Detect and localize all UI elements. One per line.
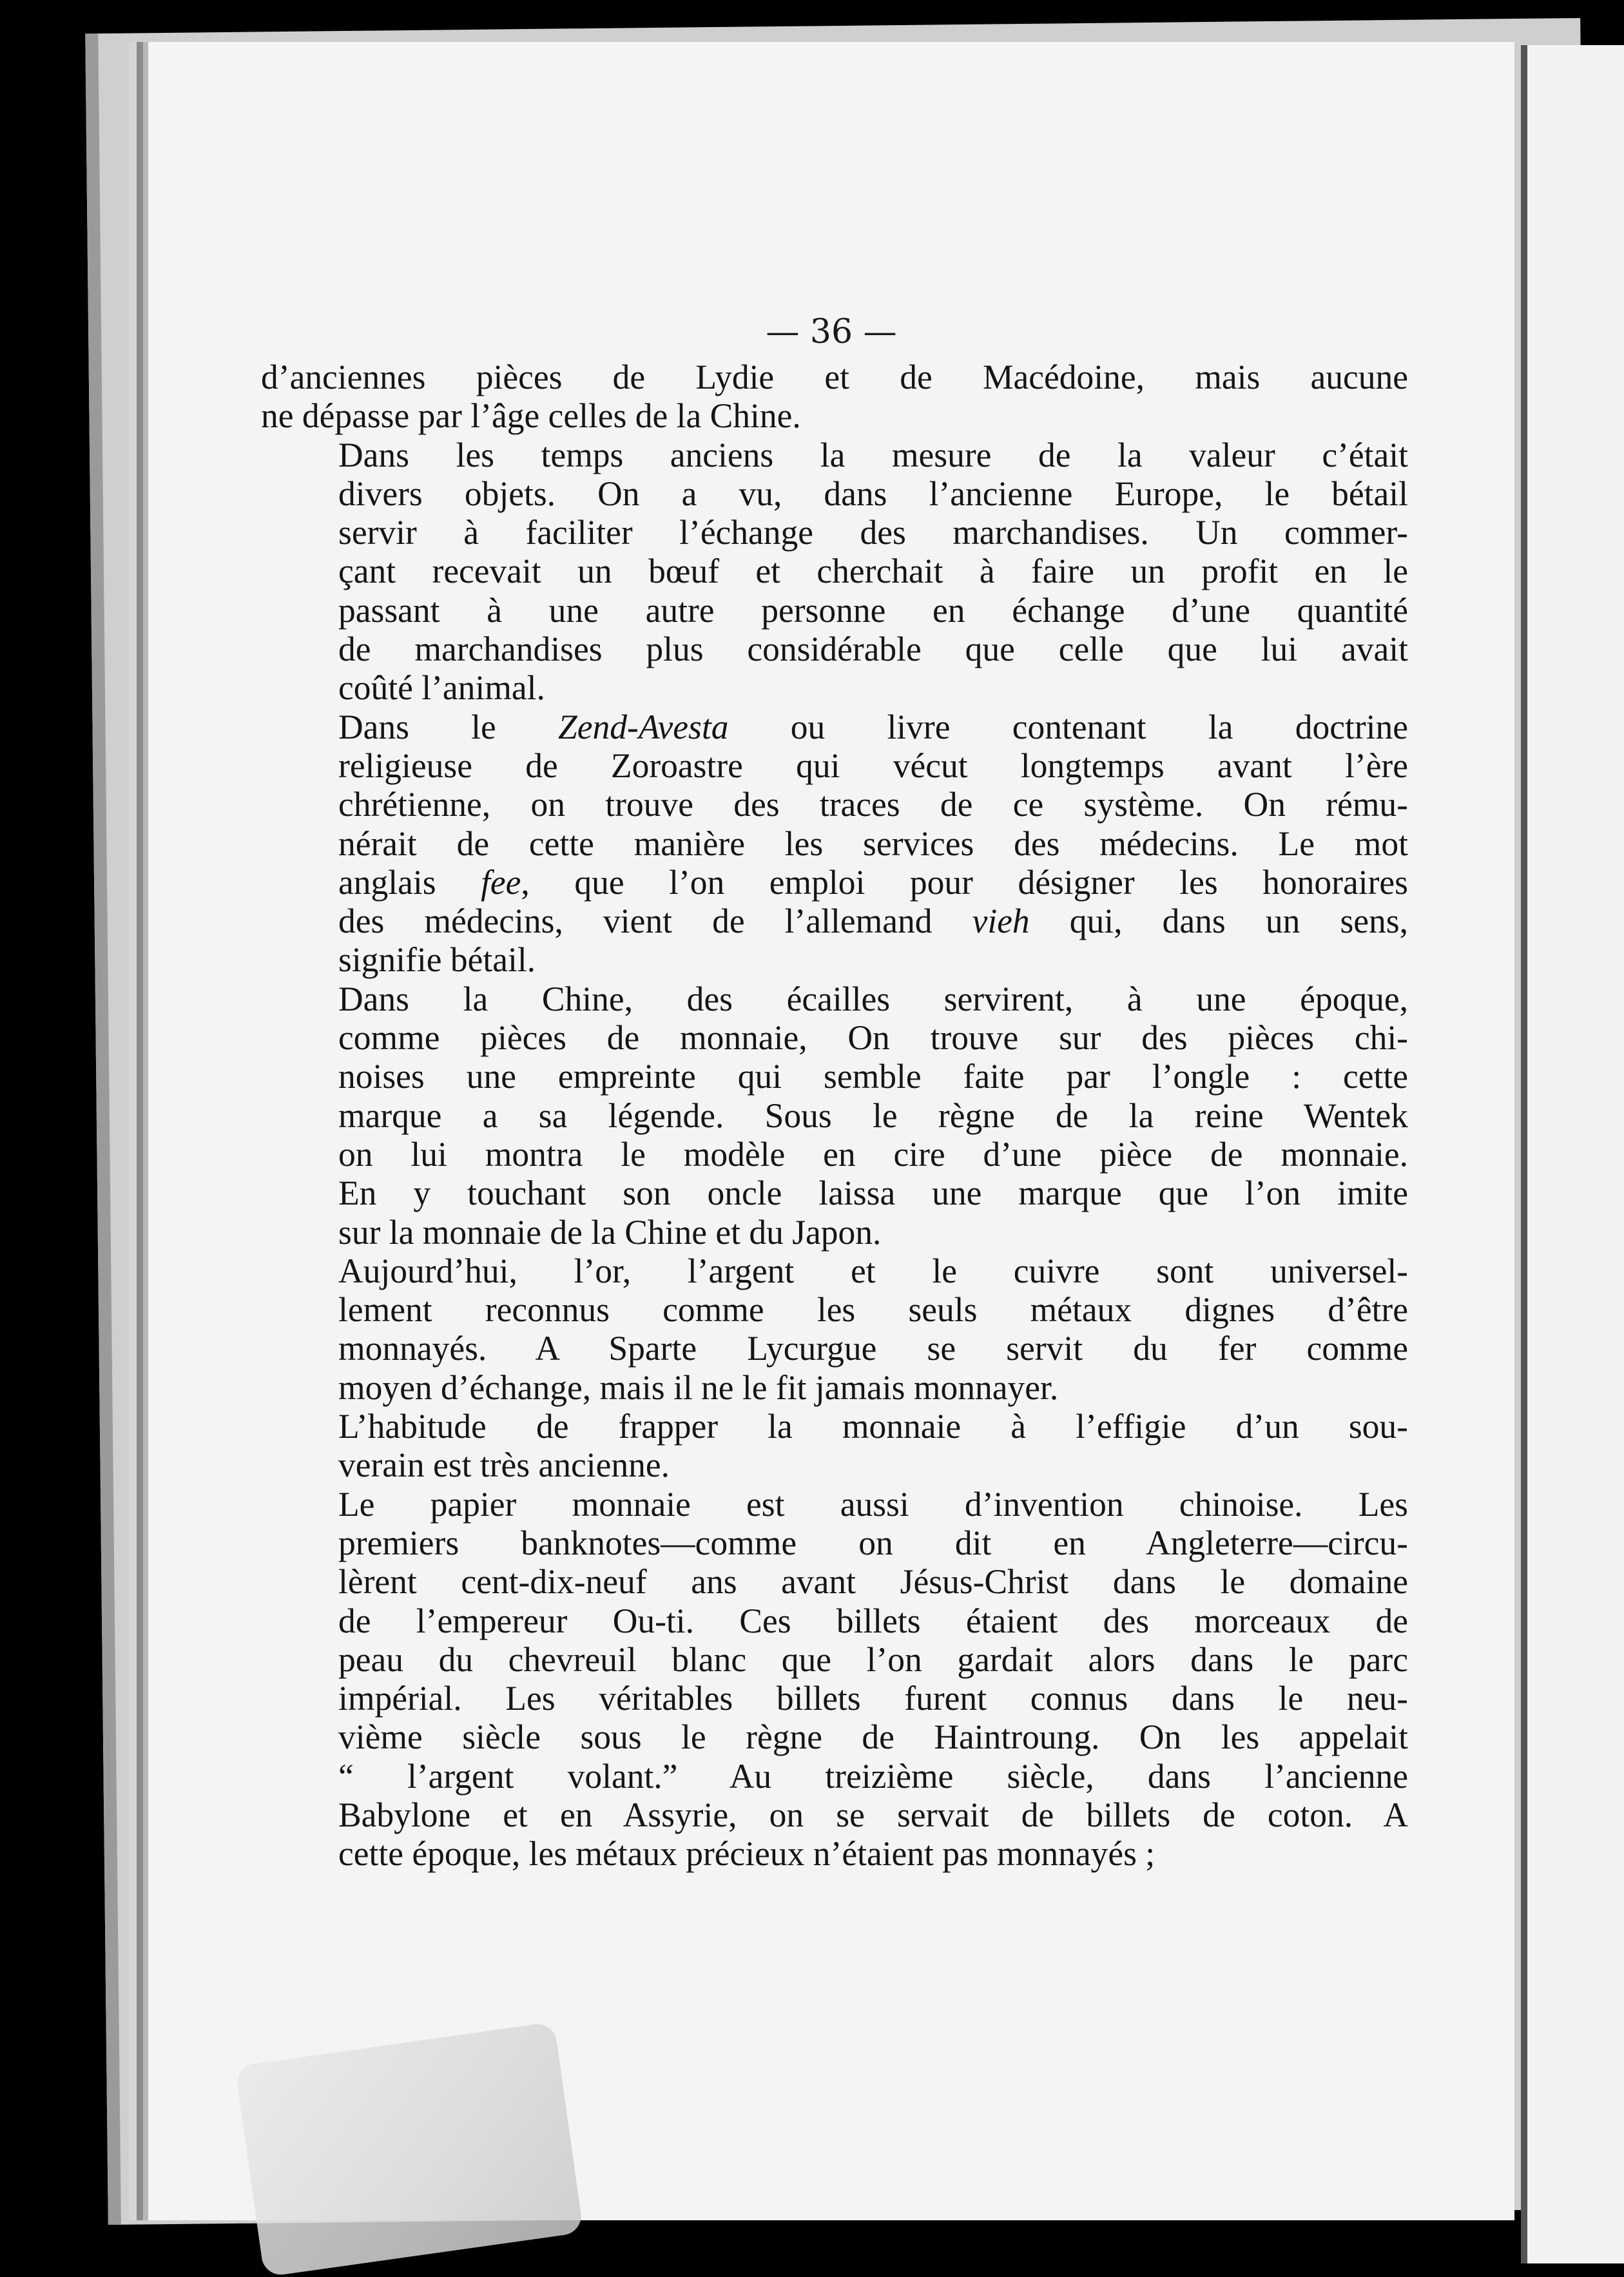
text-line: coûté l’animal. [338,668,545,708]
text-line: on lui montra le modèle en cire d’une pièce de monnaie. [338,1134,1408,1174]
paragraph [261,1485,1408,1874]
text-line: lement reconnus comme les seuls métaux dignes d’être [338,1290,1408,1330]
text-line: sur la monnaie de la Chine et du Japon. [338,1212,882,1252]
facing-page-edge [1521,45,1624,2263]
text-line: d’anciennes pièces de Lydie et de Macédoine, mais aucune [261,358,1408,396]
text-line: servir à faciliter l’échange des marchandises. Un commer- [338,513,1408,552]
text-line: vième siècle sous le règne de Haintroung. On les appelait [338,1718,1408,1757]
text-line: divers objets. On a vu, dans l’ancienne Europe, le bétail [338,474,1408,513]
paragraph [261,436,1408,708]
paragraph [261,708,1408,980]
text-line: impérial. Les véritables billets furent connus dans le neu- [338,1679,1408,1718]
text-line: lèrent cent-dix-neuf ans avant Jésus-Christ dans le domaine [338,1562,1408,1602]
text-line: anglais fee, que l’on emploi pour désigner les honoraires [338,862,1408,902]
text-line: peau du chevreuil blanc que l’on gardait alors dans le parc [338,1640,1408,1679]
text-line: Aujourd’hui, l’or, l’argent et le cuivre sont universel- [338,1251,1408,1290]
scanner-glare [235,2022,583,2277]
text-line: “ l’argent volant.” Au treizième siècle, dans l’ancienne [338,1756,1408,1796]
text-line: comme pièces de monnaie, On trouve sur des pièces chi- [338,1018,1408,1058]
text-line: Le papier monnaie est aussi d’invention chinoise. Les [338,1484,1408,1524]
paragraph [261,358,1408,436]
text-line: des médecins, vient de l’allemand vieh qui, dans un sens, [338,902,1408,941]
text-line: cette époque, les métaux précieux n’étaient pas monnayés ; [338,1834,1155,1874]
text-line: Dans la Chine, des écailles servirent, à une époque, [338,979,1408,1018]
paragraph [261,1252,1408,1407]
paragraph [261,1407,1408,1485]
text-line: ne dépasse par l’âge celles de la Chine. [261,396,801,436]
text-line: de l’empereur Ou-ti. Ces billets étaient des morceaux de [338,1601,1408,1640]
text-line: nérait de cette manière les services des médecins. Le mot [338,824,1408,863]
text-line: marque a sa légende. Sous le règne de la reine Wentek [338,1096,1408,1135]
text-line: de marchandises plus considérable que celle que lui avait [338,630,1408,669]
text-line: L’habitude de frapper la monnaie à l’effigie d’un sou- [338,1407,1408,1446]
text-line: Babylone et en Assyrie, on se servait de billets de coton. A [338,1795,1408,1834]
text-line: çant recevait un bœuf et cherchait à faire un profit en le [338,552,1408,591]
text-line: signifie bétail. [338,940,536,980]
text-line: moyen d’échange, mais il ne le fit jamais monnayer. [338,1368,1059,1407]
text-line: noises une empreinte qui semble faite par l’ongle : cette [338,1057,1408,1096]
text-line: verain est très ancienne. [338,1446,670,1485]
text-line: premiers banknotes—comme on dit en Angleterre—circu- [338,1523,1408,1562]
text-line: En y touchant son oncle laissa une marque que l’on imite [338,1174,1408,1213]
text-line: Dans les temps anciens la mesure de la valeur c’était [338,435,1408,474]
text-line: Dans le Zend-Avesta ou livre contenant la doctrine [338,707,1409,746]
text-line: passant à une autre personne en échange d’une quantité [338,590,1408,630]
paragraph [261,980,1408,1252]
text-line: religieuse de Zoroastre qui vécut longtemps avant l’ère [338,746,1408,785]
page-number: — 36 — [766,313,897,351]
text-line: chrétienne, on trouve des traces de ce système. On rému- [338,785,1408,824]
text-line: monnayés. A Sparte Lycurgue se servit du fer comme [338,1329,1408,1368]
body-text [261,358,1408,1874]
